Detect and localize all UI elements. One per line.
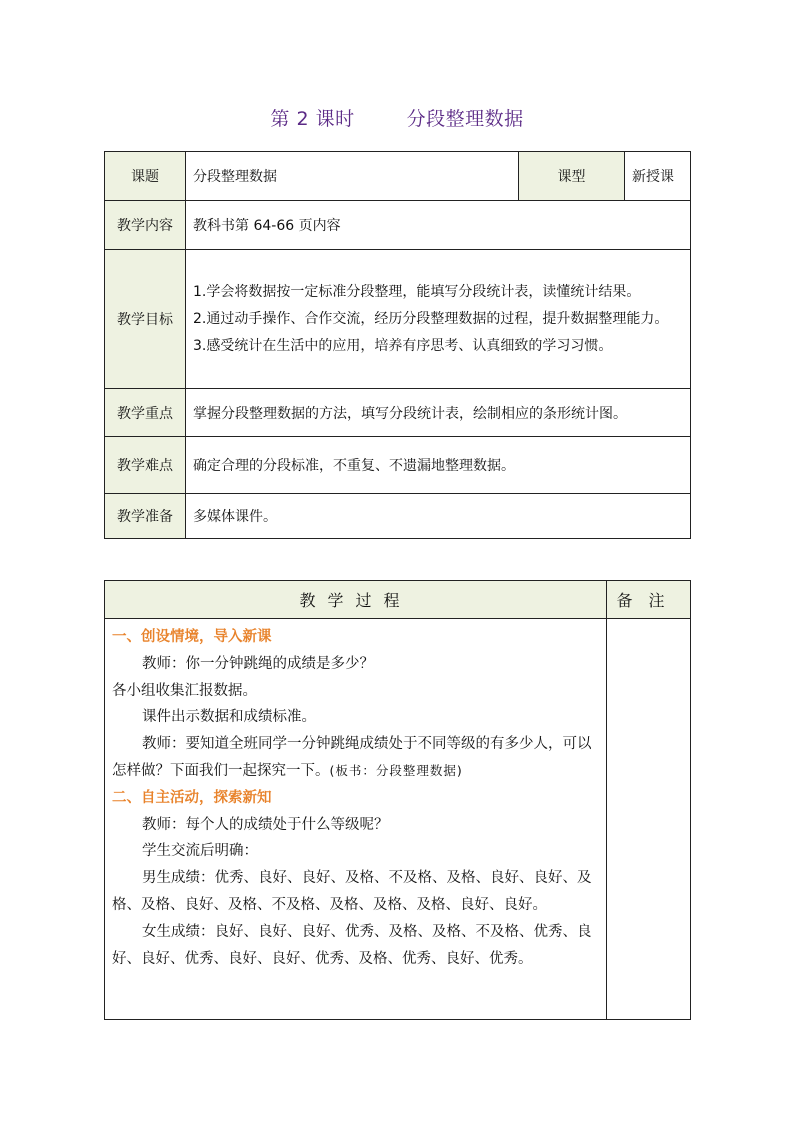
page-title xyxy=(0,104,794,131)
goal-item: 1.学会将数据按一定标准分段整理，能填写分段统计表，读懂统计结果。 xyxy=(193,283,641,300)
paragraph: 各小组收集汇报数据。 xyxy=(112,682,257,699)
paragraph: 教师：你一分钟跳绳的成绩是多少？ xyxy=(142,655,374,672)
paragraph: 女生成绩：良好、良好、良好、优秀、及格、及格、不及格、优秀、良好、良好、优秀、良好、良好、优秀、及格、优秀、良好、优秀。 xyxy=(112,923,592,967)
type-value: 新授课 xyxy=(625,152,691,201)
key-label: 教学重点 xyxy=(105,389,186,437)
process-body-row xyxy=(105,619,691,1020)
goal-item: 2.通过动手操作、合作交流，经历分段整理数据的过程，提升数据整理能力。 xyxy=(193,310,669,327)
goals-label: 教学目标 xyxy=(105,250,186,389)
lesson-info-table xyxy=(104,151,691,539)
lesson-topic: 分段整理数据 xyxy=(406,108,524,130)
lesson-number: 第 2 课时 xyxy=(270,108,355,130)
row-key xyxy=(105,389,691,437)
subject-value: 分段整理数据 xyxy=(186,152,519,201)
process-column-header: 教学过程 xyxy=(105,581,607,619)
row-content xyxy=(105,201,691,250)
goal-item: 3.感受统计在生活中的应用，培养有序思考、认真细致的学习习惯。 xyxy=(193,337,613,354)
paragraph: 教师：每个人的成绩处于什么等级呢？ xyxy=(142,816,389,833)
section-title: 一、创设情境，导入新课 xyxy=(112,629,272,645)
type-label: 课型 xyxy=(519,152,625,201)
paragraph: 男生成绩：优秀、良好、良好、及格、不及格、及格、良好、良好、及格、及格、良好、及格、不及格、及格、及格、及格、良好、良好。 xyxy=(112,870,592,913)
row-subject xyxy=(105,152,691,201)
notes-column-header: 备注 xyxy=(607,581,691,619)
paragraph: 课件出示数据和成绩标准。 xyxy=(142,709,316,726)
board-note: (板书：分段整理数据) xyxy=(329,762,463,778)
paragraph: 学生交流后明确： xyxy=(142,843,258,860)
process-content xyxy=(105,619,607,1020)
process-header-row xyxy=(105,581,691,619)
prep-label: 教学准备 xyxy=(105,494,186,539)
paragraph xyxy=(112,731,600,785)
content-label: 教学内容 xyxy=(105,201,186,250)
teaching-process-table xyxy=(104,580,691,1020)
difficulty-label: 教学难点 xyxy=(105,437,186,494)
paragraph-text: 教师：要知道全班同学一分钟跳绳成绩处于不同等级的有多少人，可以怎样做？下面我们一起探究一下。 xyxy=(112,736,592,779)
difficulty-value: 确定合理的分段标准，不重复、不遗漏地整理数据。 xyxy=(186,437,691,494)
prep-value: 多媒体课件。 xyxy=(186,494,691,539)
row-goals xyxy=(105,250,691,389)
content-value: 教科书第 64-66 页内容 xyxy=(186,201,691,250)
key-value: 掌握分段整理数据的方法，填写分段统计表，绘制相应的条形统计图。 xyxy=(186,389,691,437)
notes-cell xyxy=(607,619,691,1020)
row-difficulty xyxy=(105,437,691,494)
subject-label: 课题 xyxy=(105,152,186,201)
goals-list xyxy=(186,250,691,389)
row-prep xyxy=(105,494,691,539)
section-title: 二、自主活动，探索新知 xyxy=(112,789,272,806)
